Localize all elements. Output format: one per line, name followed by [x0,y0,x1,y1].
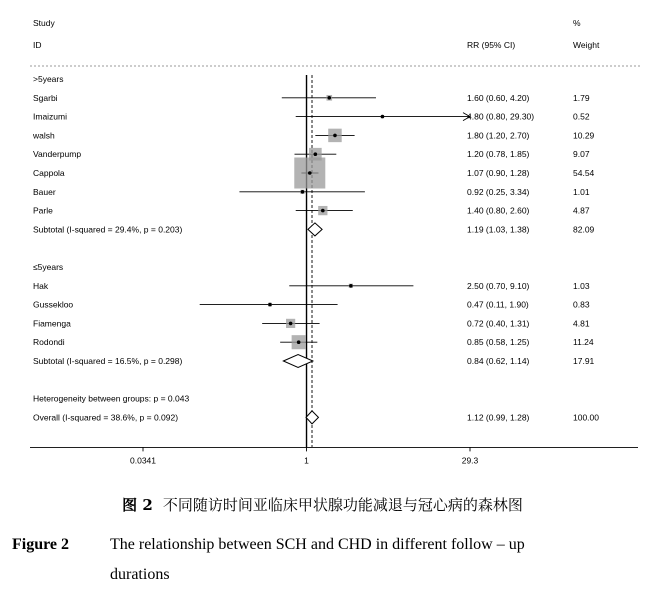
rr-ci-value: 1.07 (0.90, 1.28) [467,168,530,178]
rr-ci-value: 0.72 (0.40, 1.31) [467,318,530,329]
study-header: Study [33,18,55,28]
study-label: Hak [33,280,49,291]
point-estimate [268,303,272,307]
point-estimate [289,322,293,326]
percent-header: % [573,18,581,28]
rr-ci-value: 4.80 (0.80, 29.30) [467,111,535,122]
weight-value: 100.00 [573,412,599,423]
point-estimate [314,152,318,156]
x-tick-label: 1 [304,455,309,466]
rr-ci-value: 1.40 (0.80, 2.60) [467,205,530,216]
weight-value: 9.07 [573,149,590,160]
weight-value: 0.52 [573,111,590,122]
rr-ci-value: 1.80 (1.20, 2.70) [467,130,530,141]
weight-value: 1.79 [573,92,590,103]
point-estimate [308,171,312,175]
caption-en-text-line2: durations [110,566,170,583]
study-label: Rodondi [33,337,65,348]
point-estimate [297,340,301,344]
subtotal-label: Subtotal (I-squared = 16.5%, p = 0.298) [33,356,183,366]
rr-ci-value: 0.92 (0.25, 3.34) [467,186,530,197]
point-estimate [327,96,331,100]
rr-ci-value: 0.47 (0.11, 1.90) [467,299,529,310]
rr-ci-value: 1.20 (0.78, 1.85) [467,149,530,160]
weight-value: 0.83 [573,299,590,310]
group-label: >5years [33,74,64,84]
x-tick-label: 29.3 [461,455,479,466]
heterogeneity-note: Heterogeneity between groups: p = 0.043 [33,393,190,404]
figure-caption-english [12,530,637,590]
group-label: ≤5years [33,262,64,272]
caption-cn-figure-number: 图 2 [122,496,153,514]
study-label: Imaizumi [33,111,68,122]
weight-value: 17.91 [573,356,595,366]
rr-ci-value: 2.50 (0.70, 9.10) [467,280,530,291]
point-estimate [381,115,385,119]
rr-ci-value: 1.19 (1.03, 1.38) [467,224,530,235]
study-label: Parle [33,205,53,216]
caption-en-text-line1: The relationship between SCH and CHD in different follow – up [110,536,525,553]
subtotal-diamond [283,355,312,368]
rr-ci-value: 0.84 (0.62, 1.14) [467,356,530,366]
figure-caption-chinese [0,494,645,515]
rr-ci-value: 1.60 (0.60, 4.20) [467,92,530,103]
weight-header: Weight [573,40,600,50]
caption-en-figure-number: Figure 2 [12,536,70,553]
overall-label: Overall (I-squared = 38.6%, p = 0.092) [33,412,179,423]
weight-value: 54.54 [573,168,595,178]
study-label: Fiamenga [33,318,71,329]
point-estimate [321,209,325,213]
study-label: Bauer [33,186,56,197]
weight-value: 10.29 [573,130,595,141]
point-estimate [349,284,353,288]
point-estimate [301,190,305,194]
weight-value: 1.03 [573,280,590,291]
study-label: Sgarbi [33,92,58,103]
caption-cn-text: 不同随访时间亚临床甲状腺功能减退与冠心病的森林图 [162,496,523,514]
study-label: walsh [33,130,55,141]
x-tick-label: 0.0341 [130,455,156,466]
id-header: ID [33,40,42,50]
weight-value: 1.01 [573,186,590,197]
weight-value: 4.81 [573,318,590,329]
weight-value: 11.24 [573,337,594,348]
x-axis [30,447,638,465]
study-label: Cappola [33,168,65,178]
study-label: Vanderpump [33,149,82,160]
subtotal-label: Subtotal (I-squared = 29.4%, p = 0.203) [33,224,183,235]
rr-ci-value: 0.85 (0.58, 1.25) [467,337,530,348]
point-estimate [333,134,337,138]
weight-value: 82.09 [573,224,595,235]
rr-ci-value: 1.12 (0.99, 1.28) [467,412,530,423]
study-label: Gussekloo [33,299,74,310]
forest-marks [200,75,470,447]
overall-diamond [306,411,318,424]
rr-ci-header: RR (95% CI) [467,40,516,50]
forest-rows [32,74,599,422]
subtotal-diamond [308,223,322,236]
weight-value: 4.87 [573,205,590,216]
